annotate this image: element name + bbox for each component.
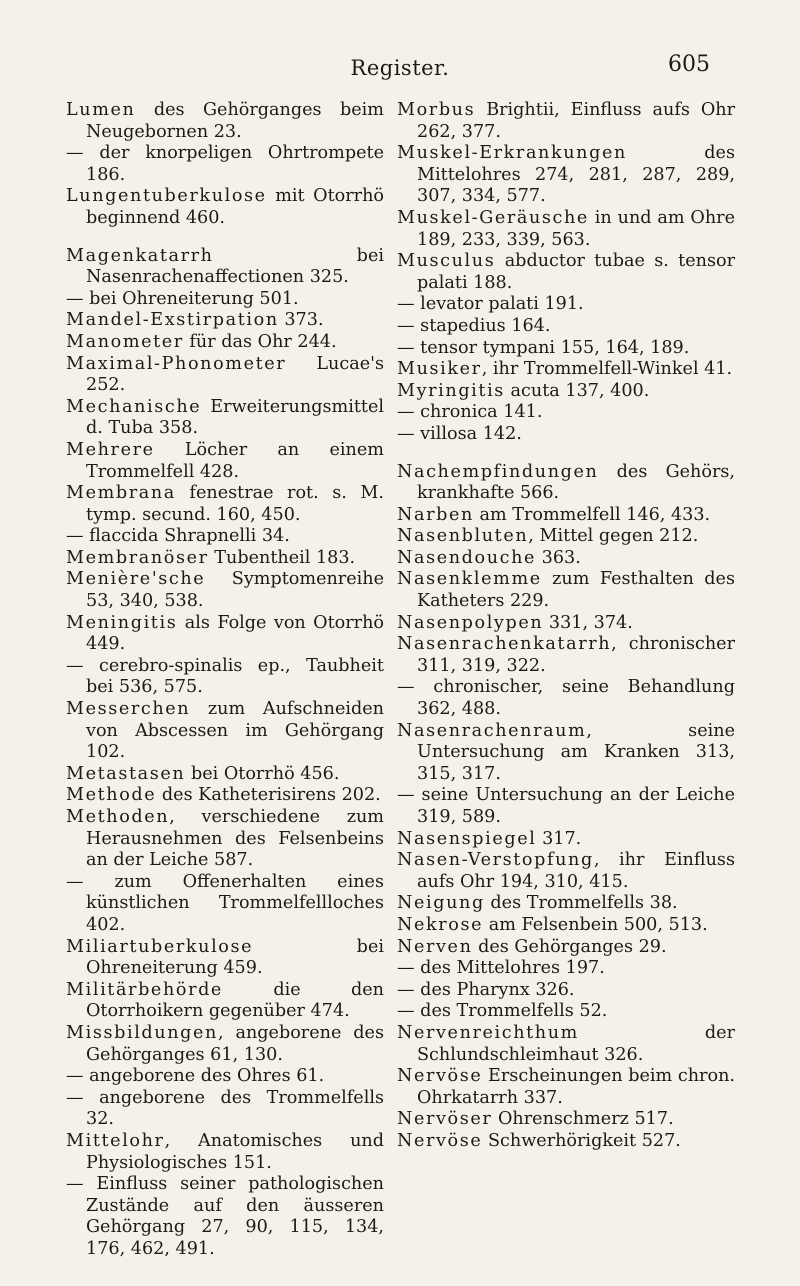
entry-keyword: Nasenpolypen bbox=[397, 612, 544, 633]
index-entry bbox=[66, 1131, 384, 1174]
entry-text: des Gehörganges beim Neugebornen 23. bbox=[86, 100, 384, 142]
entry-keyword: Mehrere bbox=[66, 439, 155, 460]
entry-keyword: Musculus bbox=[397, 251, 496, 272]
entry-keyword: Magenkatarrh bbox=[66, 245, 214, 266]
entry-keyword: Meningitis bbox=[66, 612, 178, 633]
index-subentry bbox=[397, 424, 735, 446]
index-entry bbox=[66, 483, 384, 526]
entry-text: zum Festhalten des Katheters 229. bbox=[417, 569, 735, 612]
entry-keyword: Nasenspiegel bbox=[397, 828, 537, 849]
index-subentry bbox=[66, 1066, 384, 1088]
entry-keyword: Morbus bbox=[397, 100, 476, 120]
index-entry bbox=[397, 915, 735, 937]
index-entry bbox=[397, 1131, 735, 1153]
entry-text: Löcher an einem Trommelfell 428. bbox=[86, 439, 384, 482]
entry-keyword: Nervöser bbox=[397, 1109, 493, 1130]
index-subentry bbox=[397, 402, 735, 424]
entry-text: am Trommelfell 146, 433. bbox=[473, 504, 711, 525]
entry-keyword: Nasenbluten bbox=[397, 526, 529, 547]
entry-text: 331, 374. bbox=[543, 612, 633, 633]
entry-text: — flaccida Shrapnelli 34. bbox=[66, 526, 290, 547]
index-entry bbox=[66, 785, 384, 807]
entry-keyword: Muskel-Erkrankungen bbox=[397, 143, 627, 164]
index-subentry bbox=[66, 1088, 384, 1131]
entry-keyword: Lungentuberkulose bbox=[66, 186, 267, 207]
index-subentry bbox=[397, 1001, 735, 1023]
entry-keyword: Menière'sche bbox=[66, 569, 206, 590]
index-subentry bbox=[66, 1174, 384, 1260]
entry-text: am Felsenbein 500, 513. bbox=[483, 914, 708, 935]
entry-text: , angeborene des Gehörganges 61, 130. bbox=[86, 1022, 384, 1065]
entry-text: — angeborene des Trommelfells 32. bbox=[66, 1087, 384, 1130]
index-entry bbox=[397, 462, 735, 505]
entry-text: bei Nasenrachenaffectionen 325. bbox=[86, 245, 384, 288]
index-entry bbox=[66, 100, 384, 143]
entry-text: , chronischer 311, 319, 322. bbox=[417, 634, 735, 676]
index-subentry bbox=[397, 338, 735, 360]
entry-text: , seine Untersuchung am Kranken 313, 315, 317. bbox=[417, 720, 735, 784]
index-entry bbox=[397, 251, 735, 294]
index-entry bbox=[397, 548, 735, 570]
entry-keyword: Mandel-Exstirpation bbox=[66, 310, 279, 331]
entry-keyword: Methode bbox=[66, 785, 157, 806]
entry-text: 363. bbox=[536, 547, 581, 568]
entry-text: zum Aufschneiden von Abscessen im Gehörgang 102. bbox=[86, 699, 384, 763]
index-entry bbox=[66, 764, 384, 786]
entry-keyword: Nervöse bbox=[397, 1066, 483, 1087]
index-entry bbox=[397, 829, 735, 851]
index-entry bbox=[397, 381, 735, 403]
entry-text: — villosa 142. bbox=[397, 423, 522, 444]
entry-text: abductor tubae s. tensor palati 188. bbox=[417, 251, 735, 293]
entry-text: Erweiterungsmittel d. Tuba 358. bbox=[86, 396, 384, 439]
entry-keyword: Neigung bbox=[397, 893, 485, 914]
index-entry bbox=[66, 440, 384, 483]
index-entry bbox=[397, 359, 735, 381]
index-subentry bbox=[397, 316, 735, 338]
index-subentry bbox=[397, 677, 735, 720]
entry-text: — angeborene des Ohres 61. bbox=[66, 1066, 325, 1087]
index-entry bbox=[66, 937, 384, 980]
right-column bbox=[397, 100, 735, 1153]
entry-keyword: Myringitis bbox=[397, 380, 505, 401]
entry-text: — cerebro-spinalis ep., Taubheit bei 536, 575. bbox=[66, 655, 384, 698]
entry-keyword: Nachempfindungen bbox=[397, 461, 599, 482]
entry-keyword: Musiker bbox=[397, 359, 482, 380]
index-entry bbox=[397, 505, 735, 527]
entry-text: Erscheinungen beim chron. Ohrkatarrh 337. bbox=[417, 1066, 735, 1108]
entry-text: Brightii, Einfluss aufs Ohr 262, 377. bbox=[417, 100, 735, 142]
entry-text: — stapedius 164. bbox=[397, 315, 551, 336]
entry-text: fenestrae rot. s. M. tymp. secund. 160, 450. bbox=[86, 483, 384, 525]
index-subentry bbox=[66, 526, 384, 548]
entry-keyword: Maximal-Phonometer bbox=[66, 353, 287, 374]
index-entry bbox=[397, 1066, 735, 1109]
entry-text: acuta 137, 400. bbox=[504, 380, 650, 401]
entry-text: bei Ohreneiterung 459. bbox=[86, 936, 384, 979]
entry-keyword: Mittelohr bbox=[66, 1130, 165, 1151]
index-entry bbox=[66, 310, 384, 332]
entry-text: Lucae's 252. bbox=[86, 353, 384, 396]
entry-text: des Katheterisirens 202. bbox=[156, 785, 381, 806]
entry-keyword: Nasendouche bbox=[397, 547, 537, 568]
running-header: Register. bbox=[350, 56, 450, 80]
index-entry bbox=[397, 100, 735, 143]
index-subentry bbox=[66, 143, 384, 186]
entry-text: — zum Offenerhalten eines künstlichen Trommelfellloches 402. bbox=[66, 871, 384, 935]
index-entry bbox=[397, 634, 735, 677]
entry-text: des Gehörs, krankhafte 566. bbox=[417, 461, 735, 504]
entry-text: — des Trommelfells 52. bbox=[397, 1001, 608, 1022]
entry-keyword: Miliartuberkulose bbox=[66, 936, 254, 957]
entry-text: Schwerhörigkeit 527. bbox=[482, 1130, 681, 1151]
entry-text: in und am Ohre 189, 233, 339, 563. bbox=[417, 207, 735, 250]
index-entry bbox=[397, 1023, 735, 1066]
index-subentry bbox=[397, 294, 735, 316]
entry-keyword: Narben bbox=[397, 504, 474, 525]
index-entry bbox=[66, 613, 384, 656]
entry-text: , verschiedene zum Herausnehmen des Felsenbeins an der Leiche 587. bbox=[86, 807, 384, 871]
index-entry bbox=[66, 1023, 384, 1066]
entry-keyword: Nasen-Verstopfung bbox=[397, 850, 594, 871]
index-subentry bbox=[397, 958, 735, 980]
left-column bbox=[66, 100, 384, 1260]
index-entry bbox=[66, 354, 384, 397]
entry-text: 373. bbox=[278, 310, 324, 331]
index-entry bbox=[66, 980, 384, 1023]
index-entry bbox=[66, 186, 384, 229]
entry-keyword: Nasenrachenraum bbox=[397, 720, 587, 741]
index-entry bbox=[397, 850, 735, 893]
index-subentry bbox=[66, 656, 384, 699]
entry-text: bei Otorrhö 456. bbox=[185, 763, 340, 784]
entry-keyword: Mechanische bbox=[66, 396, 202, 417]
index-subentry bbox=[66, 872, 384, 937]
index-entry bbox=[66, 332, 384, 354]
entry-text: mit Otorrhö beginnend 460. bbox=[86, 186, 384, 228]
entry-keyword: Militärbehörde bbox=[66, 979, 223, 1000]
entry-text: als Folge von Otorrhö 449. bbox=[86, 612, 384, 655]
entry-text: für das Ohr 244. bbox=[183, 331, 337, 352]
entry-text: — des Pharynx 326. bbox=[397, 979, 575, 1000]
entry-text: — Einfluss seiner pathologischen Zustände auf den äusseren Gehörgang 27, 90, 115, 134, 176, 462, 491. bbox=[66, 1174, 384, 1259]
entry-text: , ihr Einfluss aufs Ohr 194, 310, 415. bbox=[417, 850, 735, 892]
entry-text: des Mittelohres 274, 281, 287, 289, 307, 334, 577. bbox=[417, 143, 735, 207]
index-entry bbox=[66, 569, 384, 612]
index-subentry bbox=[397, 980, 735, 1002]
entry-text: Symptomenreihe 53, 340, 538. bbox=[86, 569, 384, 612]
entry-keyword: Messerchen bbox=[66, 699, 191, 720]
entry-text: des Trommelfells 38. bbox=[484, 893, 678, 914]
entry-keyword: Missbildungen bbox=[66, 1022, 218, 1043]
entry-keyword: Metastasen bbox=[66, 763, 186, 784]
index-entry bbox=[66, 807, 384, 872]
entry-text: , ihr Trommelfell-Winkel 41. bbox=[481, 359, 733, 380]
entry-keyword: Methoden bbox=[66, 807, 170, 827]
entry-text: der Schlundschleimhaut 326. bbox=[417, 1022, 735, 1065]
entry-keyword: Nervenreichthum bbox=[397, 1022, 579, 1043]
entry-keyword: Manometer bbox=[66, 331, 184, 352]
index-entry bbox=[397, 143, 735, 208]
entry-keyword: Nasenklemme bbox=[397, 569, 542, 590]
entry-keyword: Lumen bbox=[66, 100, 136, 120]
index-entry bbox=[397, 569, 735, 612]
index-entry bbox=[397, 1109, 735, 1131]
entry-text: , Mittel gegen 212. bbox=[528, 526, 699, 547]
entry-keyword: Nervöse bbox=[397, 1130, 483, 1151]
entry-text: — levator palati 191. bbox=[397, 294, 584, 315]
entry-keyword: Nerven bbox=[397, 936, 473, 957]
index-subentry bbox=[66, 289, 384, 311]
entry-text: 317. bbox=[536, 828, 582, 849]
index-entry bbox=[66, 397, 384, 440]
entry-text: , Anatomisches und Physiologisches 151. bbox=[86, 1130, 384, 1173]
index-entry bbox=[66, 548, 384, 570]
entry-keyword: Muskel-Geräusche bbox=[397, 207, 589, 228]
entry-keyword: Nekrose bbox=[397, 914, 484, 935]
entry-keyword: Membranöser bbox=[66, 547, 209, 568]
entry-keyword: Nasenrachenkatarrh bbox=[397, 634, 612, 655]
entry-text: — seine Untersuchung an der Leiche 319, 589. bbox=[397, 785, 735, 827]
index-entry bbox=[397, 721, 735, 786]
index-entry bbox=[397, 208, 735, 251]
entry-text: — des Mittelohres 197. bbox=[397, 958, 605, 979]
entry-text: — tensor tympani 155, 164, 189. bbox=[397, 337, 690, 358]
page-number: 605 bbox=[668, 52, 710, 77]
index-entry bbox=[397, 893, 735, 915]
index-entry bbox=[66, 246, 384, 289]
index-subentry bbox=[397, 785, 735, 828]
entry-text: — chronischer, seine Behandlung 362, 488. bbox=[397, 677, 735, 720]
entry-text: — chronica 141. bbox=[397, 402, 543, 423]
entry-text: des Gehörganges 29. bbox=[472, 936, 667, 957]
entry-text: die den Otorrhoikern gegenüber 474. bbox=[86, 979, 384, 1022]
index-entry bbox=[397, 526, 735, 548]
entry-text: — der knorpeligen Ohrtrompete 186. bbox=[66, 143, 384, 185]
entry-text: Ohrenschmerz 517. bbox=[492, 1109, 674, 1130]
entry-text: Tubentheil 183. bbox=[208, 547, 356, 568]
entry-text: — bei Ohreneiterung 501. bbox=[66, 288, 299, 309]
index-entry bbox=[397, 613, 735, 635]
index-entry bbox=[397, 937, 735, 959]
index-entry bbox=[66, 699, 384, 764]
entry-keyword: Membrana bbox=[66, 483, 176, 504]
